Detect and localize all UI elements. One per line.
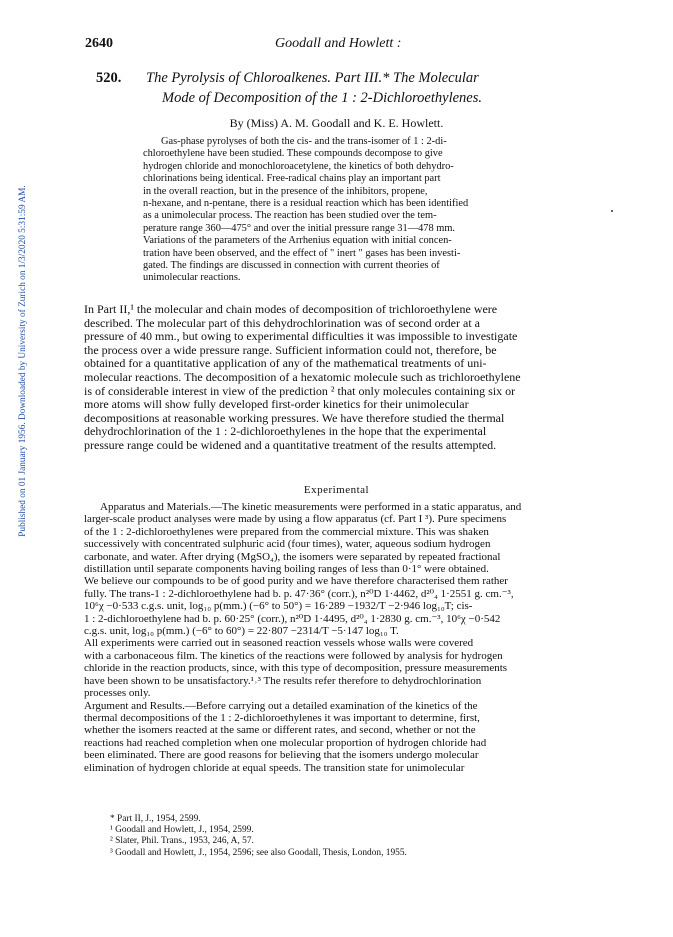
abstract-line: n-hexane, and n-pentane, there is a residual reaction which has been identified bbox=[143, 198, 469, 210]
intro-line: the process over a wide pressure range. Sufficient information could not, therefore, be bbox=[84, 342, 497, 357]
experimental-line: 1 : 2-dichloroethylene had b. p. 60·25° (corr.), n²⁰D 1·4495, d²⁰₄ 1·2830 g. cm.⁻³, 10⁶χ −0·542 bbox=[84, 612, 501, 625]
experimental-line: processes only. bbox=[84, 687, 151, 700]
section-heading-experimental: Experimental bbox=[303, 484, 370, 496]
intro-line: molecular reactions. The decomposition of a hexatomic molecule such as trichloroethylene bbox=[84, 369, 521, 384]
authors-line: By (Miss) A. M. Goodall and K. E. Howlett. bbox=[229, 116, 444, 130]
experimental-line: of the 1 : 2-dichloroethylenes were prepared from the commercial mixture. This was shaken bbox=[84, 525, 489, 538]
experimental-line: c.g.s. unit, log₁₀ p(mm.) (−6° to 60°) = 22·807 −2314/T −5·147 log₁₀ T. bbox=[84, 625, 399, 638]
footnote: ³ Goodall and Howlett, J., 1954, 2596; see also Goodall, Thesis, London, 1955. bbox=[110, 847, 407, 858]
footnotes bbox=[110, 814, 590, 859]
intro-line: pressure range could be widened and a quantitative treatment of the results attempted. bbox=[84, 437, 497, 452]
article-number: 520. bbox=[96, 70, 122, 86]
abstract-line: unimolecular reactions. bbox=[143, 272, 241, 284]
experimental-line: been eliminated. There are good reasons for believing that the isomers undergo molecular bbox=[84, 749, 479, 762]
abstract-line: as a unimolecular process. The reaction has been studied over the tem- bbox=[143, 210, 437, 222]
experimental-line: Apparatus and Materials.—The kinetic measurements were performed in a static apparatus, and bbox=[100, 501, 522, 513]
experimental-line: elimination of hydrogen chloride at equal speeds. The transition state for unimolecular bbox=[84, 761, 465, 774]
abstract-line: in the overall reaction, but in the presence of the inhibitors, propene, bbox=[143, 185, 428, 197]
experimental-line: distillation until separate components having boiling ranges of less than 0·1° were obtained. bbox=[84, 563, 489, 576]
introduction-paragraph bbox=[84, 303, 600, 453]
abstract-line: Variations of the parameters of the Arrhenius equation with initial concen- bbox=[143, 235, 452, 247]
abstract-line: hydrogen chloride and monochloroacetylene, the kinetics of both dehydro- bbox=[143, 160, 454, 172]
abstract-line: chlorinations being identical. Free-radical chains play an important part bbox=[143, 173, 441, 185]
footnote: ² Slater, Phil. Trans., 1953, 246, A, 57. bbox=[110, 836, 254, 847]
experimental-line: have been shown to be unsatisfactory.¹˒³ The results refer therefore to dehydrochlorination bbox=[84, 674, 482, 687]
experimental-line: All experiments were carried out in seasoned reaction vessels whose walls were covered bbox=[84, 637, 474, 650]
page-number: 2640 bbox=[85, 36, 113, 51]
experimental-line: chloride in the reaction products, since, with this type of decomposition, pressure measurements bbox=[84, 662, 508, 675]
abstract-line: gated. The findings are discussed in connection with current theories of bbox=[143, 260, 440, 272]
experimental-line: with a carbonaceous film. The kinetics of the reactions were followed by analysis for hydrogen bbox=[84, 649, 503, 662]
abstract-line: Gas-phase pyrolyses of both the cis- and the trans-isomer of 1 : 2-di- bbox=[161, 136, 447, 147]
experimental-line: whether the isomers reacted at the same or different rates, and second, whether or not the bbox=[84, 724, 476, 737]
intro-line: obtained for a quantitative application of any of the mathematical treatments of uni- bbox=[84, 356, 487, 371]
running-title: Goodall and Howlett : bbox=[275, 36, 402, 51]
experimental-line: fully. The trans-1 : 2-dichloroethylene had b. p. 47·36° (corr.), n²⁰D 1·4462, d²⁰₄ 1·2551 g. cm.⁻³, bbox=[84, 587, 514, 600]
experimental-section bbox=[84, 501, 600, 774]
article-title-line-1: The Pyrolysis of Chloroalkenes. Part III.* The Molecular bbox=[146, 70, 479, 86]
footnote: ¹ Goodall and Howlett, J., 1954, 2599. bbox=[110, 825, 254, 836]
intro-line: more atoms will show fully developed first-order kinetics for their unimolecular bbox=[84, 397, 469, 412]
experimental-line: carbonate, and water. After drying (MgSO₄), the isomers were separated by repeated fractional bbox=[84, 550, 501, 563]
publication-stamp: Published on 01 January 1956. Downloaded by University of Zurich on 1/3/2020 5:31:59 AM. bbox=[18, 185, 28, 537]
intro-line: In Part II,¹ the molecular and chain modes of decomposition of trichloroethylene were bbox=[84, 302, 498, 316]
experimental-line: Argument and Results.—Before carrying out a detailed examination of the kinetics of the bbox=[84, 699, 478, 712]
abstract bbox=[143, 136, 555, 285]
experimental-line: reactions had reached completion when one molecular proportion of hydrogen chloride had bbox=[84, 736, 487, 749]
article-title-line-2: Mode of Decomposition of the 1 : 2-Dichloroethylenes. bbox=[162, 90, 482, 106]
intro-line: dehydrochlorination of the 1 : 2-dichloroethylenes in the hope that the experimental bbox=[84, 424, 487, 439]
intro-line: is of considerable interest in view of the prediction ² that only molecules containing six or bbox=[84, 383, 516, 398]
experimental-line: 10⁶χ −0·533 c.g.s. unit, log₁₀ p(mm.) (−6° to 50°) = 16·289 −1932/T −2·946 log₁₀T; cis- bbox=[84, 600, 473, 613]
experimental-line: We believe our compounds to be of good purity and we have therefore characterised them rather bbox=[84, 575, 508, 588]
intro-line: pressure of 40 mm., but owing to experimental difficulties it was impossible to investigate bbox=[84, 329, 518, 344]
footnote: * Part II, J., 1954, 2599. bbox=[110, 814, 201, 824]
experimental-line: larger-scale product analyses were made by using a flow apparatus (cf. Part I ³). Pure specimens bbox=[84, 513, 507, 526]
running-header bbox=[85, 36, 605, 54]
experimental-line: successively with concentrated sulphuric acid (four times), water, aqueous sodium hydrogen bbox=[84, 538, 491, 551]
stray-mark bbox=[611, 210, 613, 212]
abstract-line: perature range 360—475° and over the initial pressure range 31—478 mm. bbox=[143, 222, 456, 234]
intro-line: decompositions at reasonable working pressures. We have therefore studied the thermal bbox=[84, 410, 505, 425]
abstract-line: tration have been observed, and the effect of " inert " gases has been investi- bbox=[143, 247, 461, 259]
abstract-line: chloroethylene have been studied. These compounds decompose to give bbox=[143, 148, 443, 160]
intro-line: described. The molecular part of this dehydrochlorination was of second order at a bbox=[84, 315, 480, 330]
experimental-line: thermal decompositions of the 1 : 2-dichloroethylenes it was important to determine, first, bbox=[84, 711, 480, 724]
